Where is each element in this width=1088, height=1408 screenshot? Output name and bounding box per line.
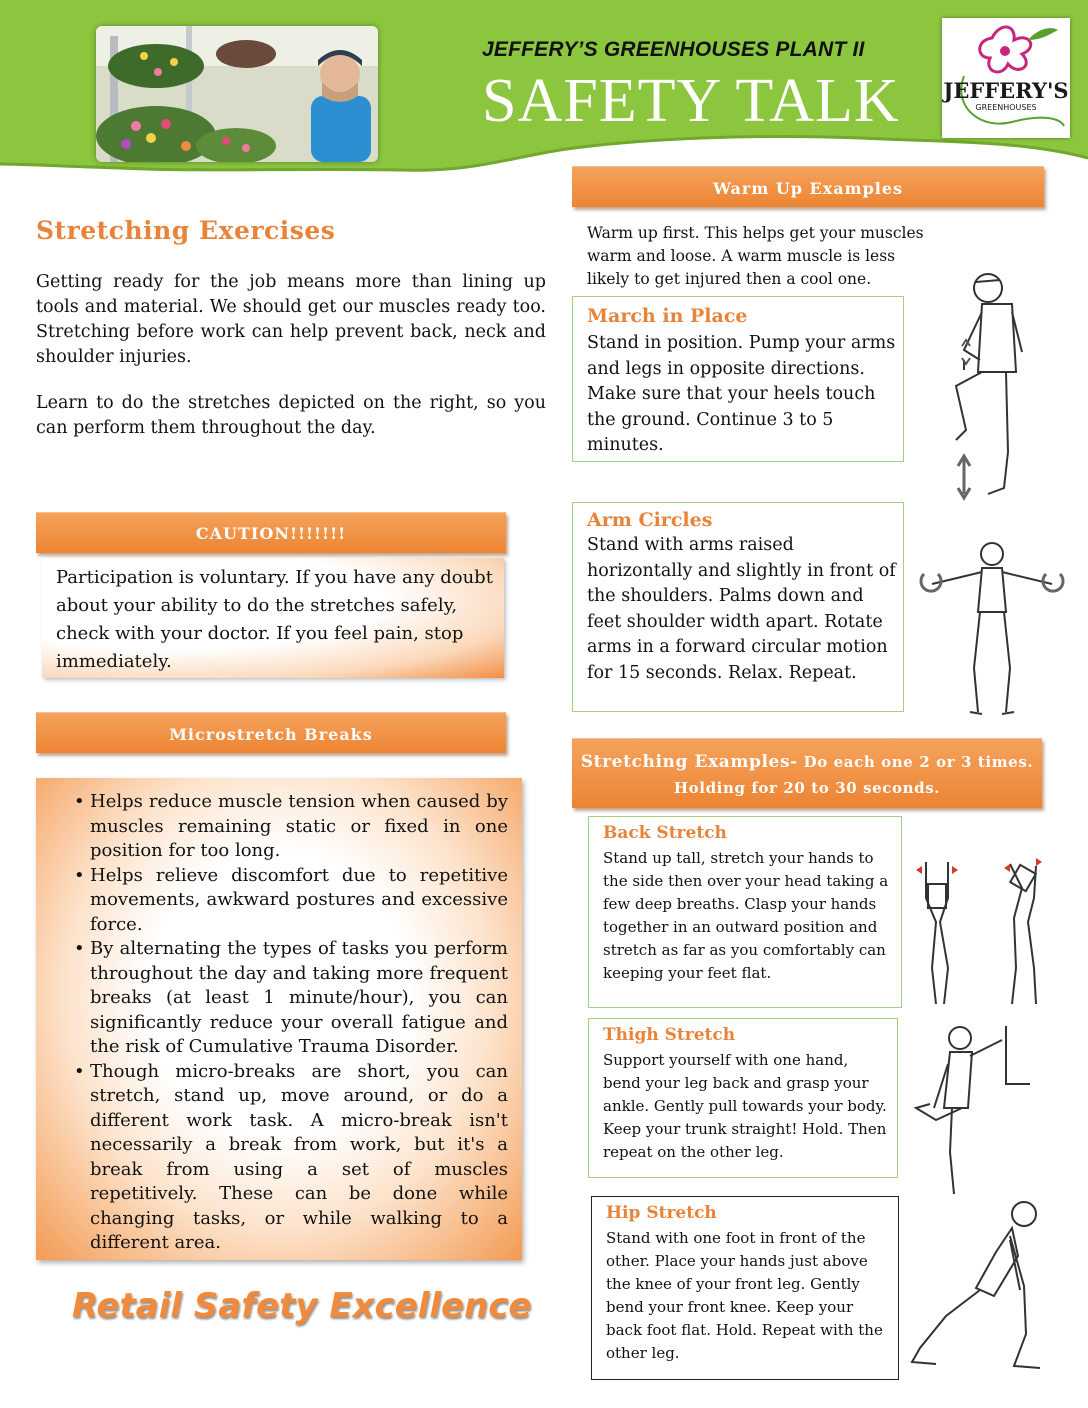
list-item: • Though micro-breaks are short, you can stretch, stand up, move around, or do a different work task. A micro-break isn't necessarily a break from work, but it's a break from using a set of muscles repetitively. These can be done while changing tasks, or while walking to a different area. bbox=[74, 1060, 508, 1253]
back-stretch-text: Stand up tall, stretch your hands to the side then over your head taking a few deep breaths. Clasp your hands together in an outward position and stretch as far as you comfortably can keeping your feet flat. bbox=[603, 849, 889, 982]
stretching-examples-bar: Stretching Examples- Do each one 2 or 3 times. Holding for 20 to 30 seconds. bbox=[572, 738, 1042, 808]
company-logo bbox=[942, 18, 1070, 138]
arm-circles-text: Stand with arms raised horizontally and slightly in front of the shoulders. Palms down and feet shoulder width apart. Rotate arms in a forward circular motion for 15 seconds. Relax. Repeat. bbox=[587, 535, 896, 683]
march-title: March in Place bbox=[587, 305, 748, 327]
arm-circles-figure bbox=[918, 540, 1068, 720]
logo-subtext: GREENHOUSES bbox=[975, 103, 1037, 112]
hip-stretch-text: Stand with one foot in front of the other. Place your hands just above the knee of your front leg. Gently bend your front knee. Keep your back foot flat. Hold. Repeat with the other leg. bbox=[606, 1229, 883, 1362]
march-box bbox=[572, 296, 904, 462]
header-photo bbox=[96, 26, 378, 162]
header-subtitle: JEFFERY’S GREENHOUSES PLANT II bbox=[482, 38, 865, 61]
warm-up-bar: Warm Up Examples bbox=[572, 166, 1044, 207]
microstretch-bar: Microstretch Breaks bbox=[36, 712, 506, 753]
thigh-stretch-title: Thigh Stretch bbox=[603, 1025, 736, 1045]
footer-slogan: Retail Safety Excellence bbox=[72, 1286, 532, 1326]
microstretch-list bbox=[74, 790, 508, 1256]
logo-text: JEFFERY'S bbox=[943, 78, 1069, 103]
thigh-stretch-box bbox=[588, 1018, 898, 1178]
warm-up-text: Warm up first. This helps get your muscles warm and loose. A warm muscle is less likely to get injured then a cool one. bbox=[587, 224, 924, 288]
intro-paragraph-2: Learn to do the stretches depicted on the right, so you can perform them throughout the day. bbox=[36, 393, 546, 438]
list-item: • Helps relieve discomfort due to repetitive movements, awkward postures and excessive force. bbox=[74, 864, 508, 935]
caution-text: Participation is voluntary. If you have any doubt about your ability to do the stretches safely, check with your doctor. If you feel pain, stop immediately. bbox=[56, 567, 493, 672]
thigh-stretch-figure bbox=[906, 1024, 1036, 1200]
list-item: • Helps reduce muscle tension when caused by muscles remaining static or fixed in one position for too long. bbox=[74, 791, 508, 861]
thigh-stretch-text: Support yourself with one hand, bend your leg back and grasp your ankle. Gently pull towards your body. Keep your trunk straight! Hold. Then repeat on the other leg. bbox=[603, 1051, 887, 1161]
page-title: SAFETY TALK bbox=[482, 67, 900, 135]
back-stretch-title: Back Stretch bbox=[603, 823, 727, 843]
intro-paragraph-1: Getting ready for the job means more than lining up tools and material. We should get our muscles ready too. Stretching before work can help prevent back, neck and shoulder injuries. bbox=[36, 272, 546, 367]
microstretch-box bbox=[36, 778, 522, 1260]
arm-circles-box bbox=[572, 502, 904, 712]
hip-stretch-title: Hip Stretch bbox=[606, 1203, 717, 1223]
march-text: Stand in position. Pump your arms and legs in opposite directions. Make sure that your heels touch the ground. Continue 3 to 5 minutes. bbox=[587, 333, 896, 455]
back-stretch-figure bbox=[910, 858, 1070, 1008]
list-item: • By alternating the types of tasks you perform throughout the day and taking more frequent breaks (at least 1 minute/hour), you can significantly reduce your overall fatigue and the risk of Cumulative Trauma Disorder. bbox=[74, 938, 508, 1057]
caution-box bbox=[42, 558, 504, 678]
hip-stretch-box bbox=[591, 1196, 899, 1380]
hip-stretch-figure bbox=[906, 1196, 1066, 1378]
back-stretch-box bbox=[588, 816, 902, 1008]
caution-bar: CAUTION!!!!!!! bbox=[36, 512, 506, 553]
stretching-heading: Stretching Exercises bbox=[36, 216, 336, 245]
arm-circles-title: Arm Circles bbox=[587, 509, 713, 531]
march-in-place-figure bbox=[920, 262, 1030, 502]
